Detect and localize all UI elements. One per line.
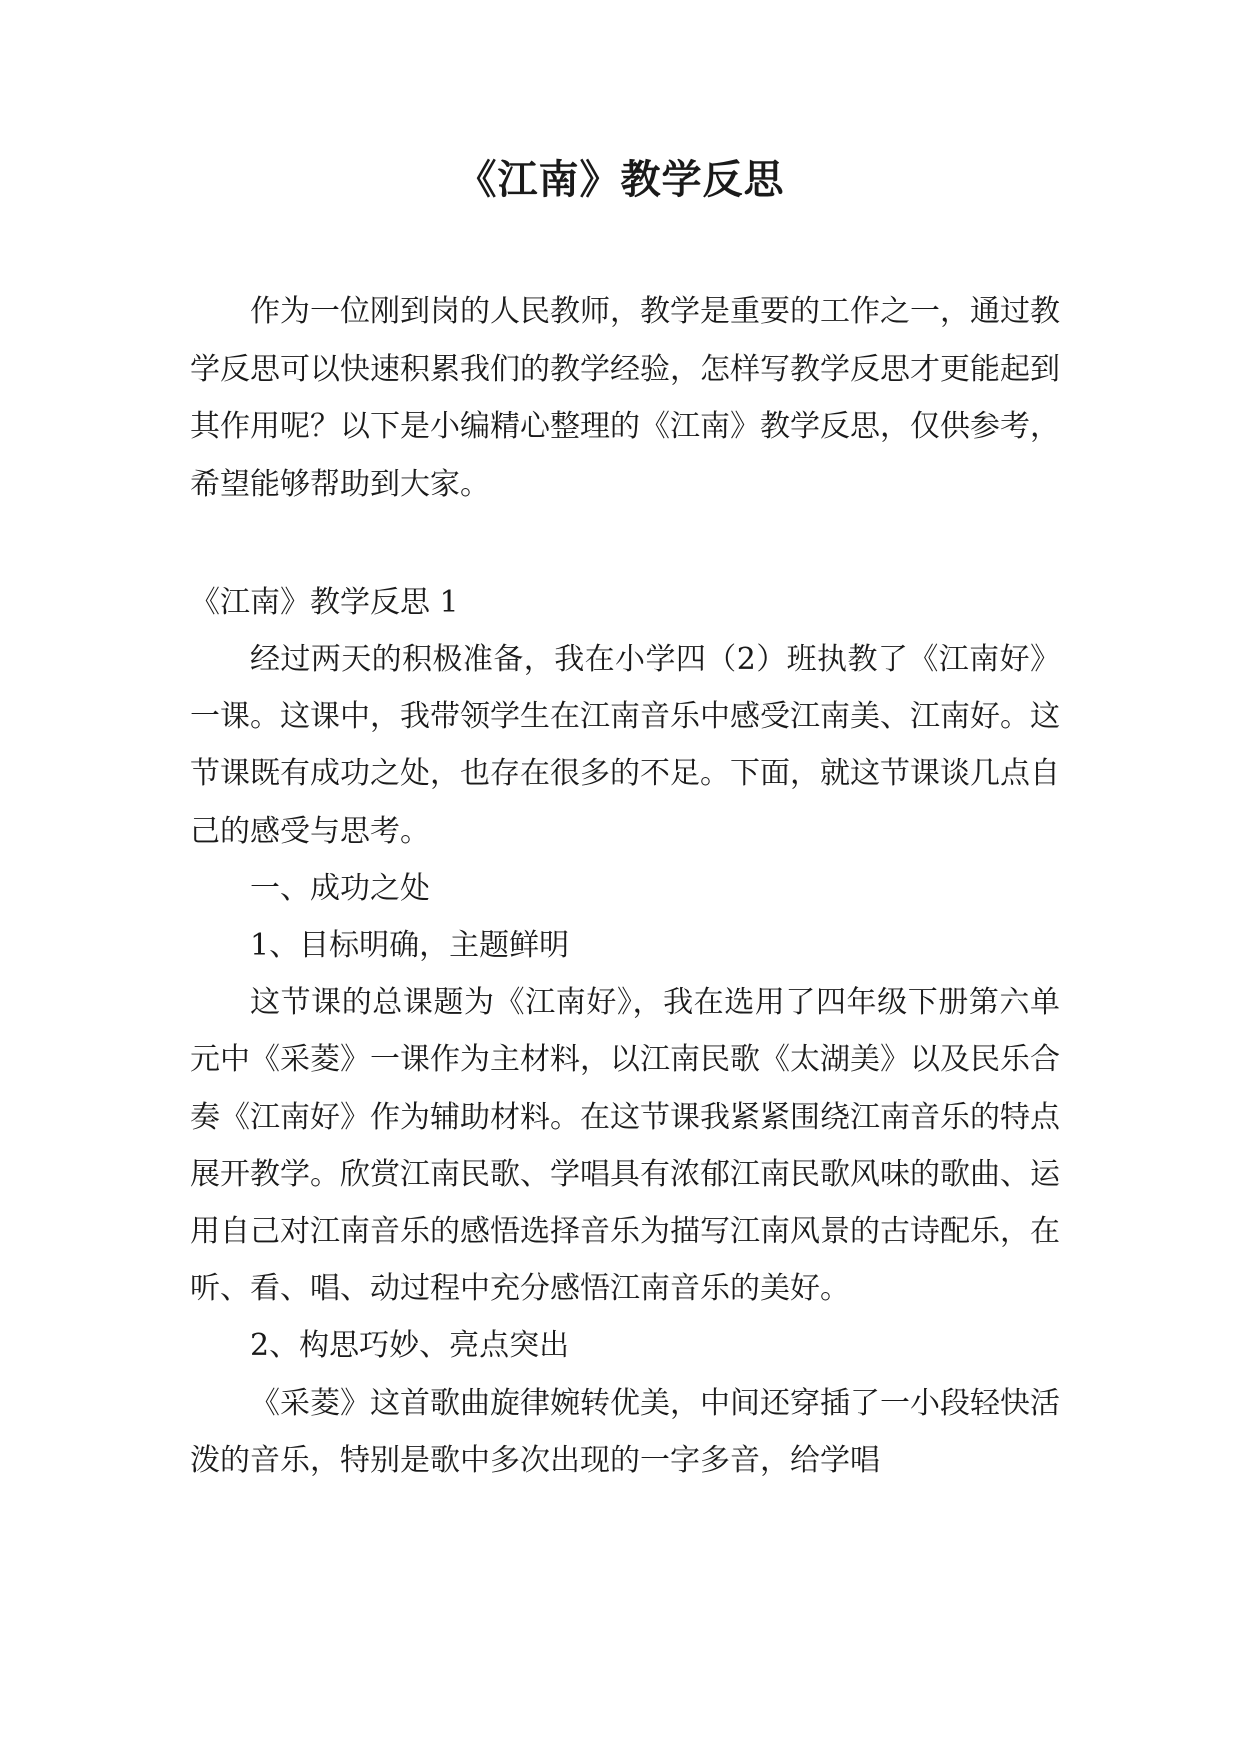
subheading-point-2: 2、构思巧妙、亮点突出 — [250, 1328, 570, 1364]
section-heading: 《江南》教学反思 1 — [190, 585, 459, 620]
section-body — [190, 631, 1060, 1489]
body-paragraph: 经过两天的积极准备，我在小学四（2）班执教了《江南好》一课。这课中，我带领学生在江南音乐中感受江南美、江南好。这节课既有成功之处，也存在很多的不足。下面，就这节课谈几点自己的感受与思考。 — [190, 642, 1060, 849]
subheading-successes: 一、成功之处 — [250, 870, 430, 906]
intro-paragraph: 作为一位刚到岗的人民教师，教学是重要的工作之一，通过教学反思可以快速积累我们的教学经验，怎样写教学反思才更能起到其作用呢？以下是小编精心整理的《江南》教学反思，仅供参考，希望能够帮助到大家。 — [190, 294, 1060, 502]
body-paragraph: 《采菱》这首歌曲旋律婉转优美，中间还穿插了一小段轻快活泼的音乐，特别是歌中多次出现的一字多音，给学唱 — [190, 1385, 1060, 1478]
subheading-point-1: 1、目标明确，主题鲜明 — [250, 928, 570, 964]
document-title: 《江南》教学反思 — [456, 156, 785, 203]
body-paragraph: 这节课的总课题为《江南好》，我在选用了四年级下册第六单元中《采菱》一课作为主材料，以江南民歌《太湖美》以及民乐合奏《江南好》作为辅助材料。在这节课我紧紧围绕江南音乐的特点展开教学。欣赏江南民歌、学唱具有浓郁江南民歌风味的歌曲、运用自己对江南音乐的感悟选择音乐为描写江南风景的古诗配乐，在听、看、唱、动过程中充分感悟江南音乐的美好。 — [190, 985, 1060, 1307]
